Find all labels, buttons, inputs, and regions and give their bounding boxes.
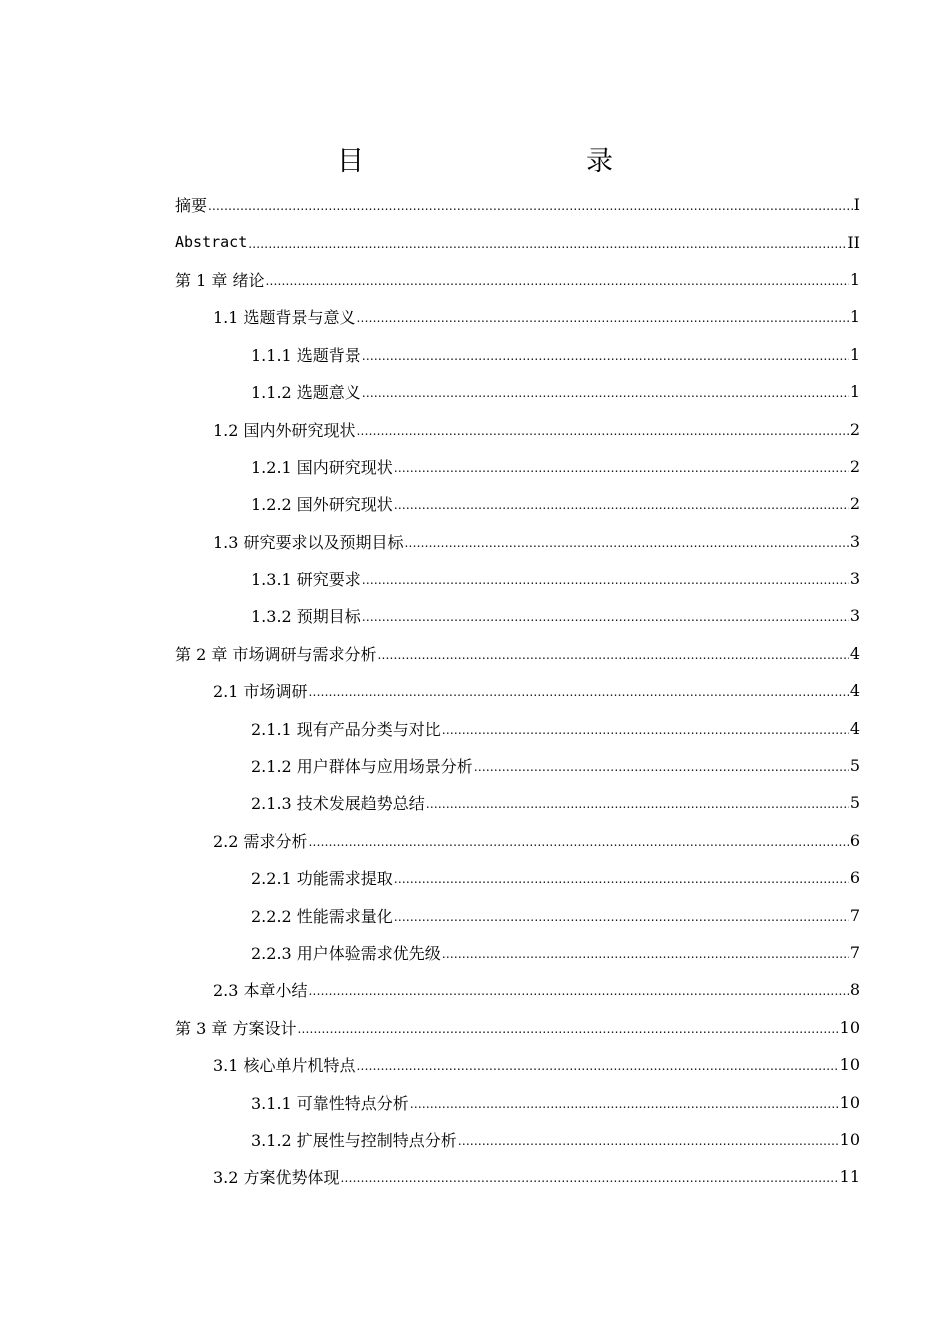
toc-entry[interactable] [175,859,860,896]
toc-entry-page-number: 1 [849,344,860,364]
toc-entry-page-number: 2 [849,419,860,439]
toc-entry-label: 2.2.1 功能需求提取 [251,869,393,889]
toc-entry-label: 3.1 核心单片机特点 [213,1056,356,1076]
dot-leader [208,199,853,213]
toc-entry-page-number: 11 [839,1167,860,1187]
dot-leader [309,685,849,699]
toc-entry-page-number: 7 [849,943,860,962]
toc-entry-label: 2.1 市场调研 [213,682,308,702]
toc-entry-label: 1.2.1 国内研究现状 [251,457,393,477]
toc-entry[interactable] [175,1121,860,1158]
dot-leader [362,573,849,587]
toc-entry-label: 第 3 章 方案设计 [175,1018,297,1038]
toc-entry-label: 1.3.2 预期目标 [251,607,361,627]
toc-entry-page-number: 2 [849,494,860,514]
dot-leader [458,1134,839,1148]
toc-entry[interactable] [175,560,860,597]
toc-entry[interactable] [175,784,860,821]
toc-entry[interactable] [175,523,860,560]
toc-entry-label: 1.1.1 选题背景 [251,345,361,365]
dot-leader [297,1022,838,1036]
dot-leader [357,424,849,438]
toc-entry-label: 2.1.1 现有产品分类与对比 [251,719,441,739]
toc-entry-label: 摘要 [175,196,208,216]
toc-entry-page-number: 7 [849,905,860,925]
dot-leader [309,984,849,998]
toc-entry-label: 第 1 章 绪论 [175,270,265,290]
toc-entry-page-number: 3 [849,569,860,589]
toc-entry[interactable] [175,448,860,485]
toc-entry-label: 2.3 本章小结 [213,981,308,1001]
dot-leader [410,1097,839,1111]
dot-leader [362,349,849,363]
toc-entry-page-number: 4 [849,681,860,701]
toc-entry-page-number: 4 [849,643,860,663]
dot-leader [394,498,849,512]
toc-entry-page-number: 1 [849,269,860,289]
dot-leader [357,311,849,325]
toc-entry-page-number: 2 [849,456,860,476]
dot-leader [442,947,849,961]
toc-entry-label: 1.3 研究要求以及预期目标 [213,532,404,552]
toc-entry-page-number: 3 [849,531,860,551]
toc-entry-page-number: II [847,232,860,252]
toc-entry[interactable] [175,747,860,784]
toc-entry-label: 1.1 选题背景与意义 [213,308,356,328]
dot-leader [265,274,848,288]
dot-leader [405,536,849,550]
toc-entry[interactable] [175,298,860,335]
dot-leader [426,797,849,811]
toc-entry-label: 2.2.3 用户体验需求优先级 [251,944,441,963]
toc-entry-label: 1.2.2 国外研究现状 [251,495,393,515]
toc-entry-label: 2.2.2 性能需求量化 [251,906,393,926]
toc-entry[interactable] [175,1158,860,1195]
dot-leader [394,461,849,475]
toc-entry-page-number: 1 [849,307,860,327]
dot-leader [309,835,849,849]
toc-entry-label: 3.2 方案优势体现 [213,1168,340,1188]
toc-entry-label: 3.1.2 扩展性与控制特点分析 [251,1130,457,1150]
dot-leader [394,910,849,924]
toc-entry[interactable] [175,336,860,373]
toc-entry[interactable] [175,410,860,447]
toc-entry-page-number: 3 [849,606,860,626]
table-of-contents [175,186,860,1196]
toc-entry-label: 2.1.3 技术发展趋势总结 [251,794,425,814]
toc-entry[interactable] [175,261,860,298]
toc-entry[interactable] [175,1009,860,1046]
toc-entry[interactable] [175,896,860,933]
toc-entry-page-number: 10 [839,1092,860,1112]
toc-entry-label: 1.2 国内外研究现状 [213,420,356,440]
toc-entry[interactable] [175,822,860,859]
dot-leader [474,760,849,774]
dot-leader [357,1059,839,1073]
toc-entry-page-number: 5 [849,793,860,813]
dot-leader [341,1171,839,1185]
toc-entry[interactable] [175,485,860,522]
toc-entry-label: Abstract [175,233,248,252]
dot-leader [248,237,846,251]
dot-leader [362,386,849,400]
toc-entry[interactable] [175,709,860,746]
toc-entry[interactable] [175,934,860,971]
dot-leader [362,610,849,624]
toc-entry-label: 2.1.2 用户群体与应用场景分析 [251,757,473,777]
toc-entry[interactable] [175,672,860,709]
toc-entry[interactable] [175,1046,860,1083]
toc-entry-page-number: 8 [849,980,860,1000]
toc-entry-page-number: 10 [839,1129,860,1149]
toc-entry-page-number: 6 [849,830,860,850]
toc-entry[interactable] [175,223,860,260]
dot-leader [394,872,849,886]
page-title: 目 录 [337,146,669,177]
toc-entry[interactable] [175,635,860,672]
dot-leader [442,723,849,737]
toc-entry[interactable] [175,186,860,223]
toc-entry-label: 第 2 章 市场调研与需求分析 [175,644,377,664]
toc-entry-page-number: 5 [849,756,860,776]
toc-entry[interactable] [175,373,860,410]
toc-entry-label: 1.1.2 选题意义 [251,383,361,403]
toc-entry[interactable] [175,1083,860,1120]
toc-entry-page-number: 1 [849,382,860,402]
toc-entry[interactable] [175,597,860,634]
toc-entry-page-number: I [853,195,860,215]
toc-entry-label: 1.3.1 研究要求 [251,570,361,590]
dot-leader [377,648,848,662]
toc-entry[interactable] [175,971,860,1008]
toc-entry-page-number: 4 [849,718,860,738]
toc-entry-label: 3.1.1 可靠性特点分析 [251,1093,409,1113]
toc-entry-page-number: 10 [839,1017,860,1037]
toc-entry-page-number: 10 [839,1055,860,1075]
toc-entry-page-number: 6 [849,868,860,888]
toc-entry-label: 2.2 需求分析 [213,831,308,851]
